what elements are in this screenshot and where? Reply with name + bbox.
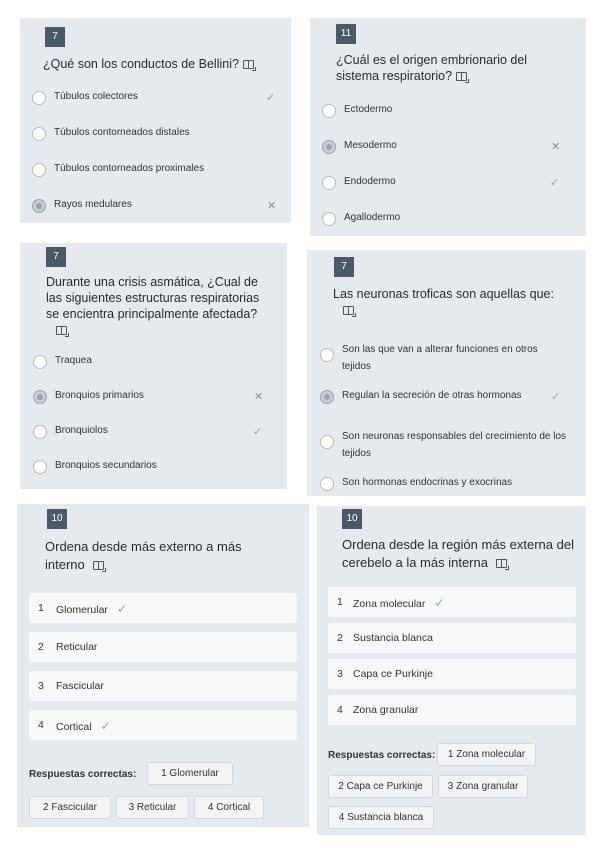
option[interactable]: Rayos medulares ✕	[32, 196, 282, 218]
question-badge: 11	[336, 24, 356, 44]
option[interactable]: Mesodermo ✕	[322, 137, 577, 159]
book-audio-icon[interactable]	[56, 326, 67, 335]
radio-button[interactable]	[33, 460, 47, 474]
draggable-item[interactable]: 1 Zona molecular ✓	[328, 587, 576, 617]
book-audio-icon[interactable]	[343, 306, 354, 315]
answer-chip: 4 Sustancia blanca	[328, 806, 434, 829]
question-badge: 7	[46, 247, 66, 267]
check-icon: ✓	[551, 391, 561, 403]
option[interactable]: Son las que van a alterar funciones en otros tejidos	[320, 345, 580, 367]
option[interactable]: Endodermo ✓	[322, 173, 577, 195]
option[interactable]: Agallodermo	[322, 209, 577, 231]
question-card-bellini	[20, 18, 291, 223]
draggable-item[interactable]: 4 Zona granular	[328, 695, 576, 725]
option[interactable]: Túbulos contorneados distales	[32, 124, 282, 146]
option[interactable]: Bronquios primarios ✕	[33, 387, 283, 409]
radio-button-selected[interactable]	[33, 390, 47, 404]
close-icon: ✕	[551, 141, 561, 153]
draggable-item[interactable]: 4 Cortical ✓	[29, 710, 297, 740]
question-card-trophic-neurons	[307, 250, 586, 496]
close-icon: ✕	[254, 391, 264, 403]
question-badge: 10	[47, 509, 67, 529]
radio-button[interactable]	[32, 91, 46, 105]
question-text: Durante una crisis asmática, ¿Cual de las siguientes estructuras respiratorias se encientra principalmente afectada?	[46, 274, 259, 338]
answer-chip: 4 Cortical	[194, 796, 264, 819]
check-icon: ✓	[266, 92, 276, 104]
close-icon: ✕	[267, 200, 277, 212]
ordering-card-cerebellum	[317, 506, 586, 835]
option[interactable]: Son neuronas responsables del crecimiento de los tejidos	[320, 432, 580, 454]
check-icon: ✓	[550, 177, 560, 189]
option[interactable]: Ectodermo	[322, 101, 577, 123]
question-text: ¿Cuál es el origen embrionario del sistema respiratorio?	[336, 53, 528, 83]
radio-button[interactable]	[322, 212, 336, 226]
answer-chip: 1 Zona molecular	[437, 743, 536, 766]
radio-button[interactable]	[320, 348, 334, 362]
draggable-item[interactable]: 2 Reticular	[29, 632, 297, 662]
radio-button[interactable]	[320, 477, 334, 491]
option[interactable]: Traquea	[33, 352, 283, 374]
question-text: Ordena desde la región más externa del cerebelo a la más interna	[342, 537, 574, 570]
draggable-item[interactable]: 1 Glomerular ✓	[29, 593, 297, 623]
book-audio-icon[interactable]	[93, 561, 104, 570]
question-card-asthma	[20, 243, 287, 489]
ordering-card-adrenal-cortex	[17, 504, 309, 827]
draggable-item[interactable]: 2 Sustancia blanca	[328, 623, 576, 653]
check-icon: ✓	[253, 426, 263, 438]
answer-chip: 3 Reticular	[116, 796, 189, 819]
option[interactable]: Son hormonas endocrinas y exocrinas	[320, 474, 580, 496]
check-icon: ✓	[116, 602, 127, 616]
question-text: Las neuronas troficas son aquellas que:	[333, 286, 554, 318]
radio-button[interactable]	[33, 425, 47, 439]
question-card-respiratory-origin	[310, 18, 586, 236]
answer-chip: 2 Fascicular	[29, 796, 111, 819]
question-text: ¿Qué son los conductos de Bellini?	[43, 56, 254, 72]
book-audio-icon[interactable]	[496, 559, 507, 568]
radio-button[interactable]	[32, 163, 46, 177]
question-badge: 10	[342, 509, 362, 529]
radio-button[interactable]	[322, 176, 336, 190]
option[interactable]: Bronquios secundarios	[33, 457, 283, 479]
radio-button-selected[interactable]	[322, 140, 336, 154]
correct-answers-label: Respuestas correctas:	[29, 769, 137, 780]
book-audio-icon[interactable]	[456, 72, 467, 81]
question-badge: 7	[45, 27, 65, 47]
radio-button[interactable]	[33, 355, 47, 369]
answer-chip: 1 Glomerular	[147, 762, 233, 785]
radio-button[interactable]	[32, 127, 46, 141]
answer-chip: 2 Capa ce Purkinje	[328, 775, 433, 798]
radio-button-selected[interactable]	[32, 199, 46, 213]
radio-button[interactable]	[322, 104, 336, 118]
correct-answers-label: Respuestas correctas:	[328, 750, 436, 761]
radio-button[interactable]	[320, 435, 334, 449]
answer-chip: 3 Zona granular	[438, 775, 528, 798]
option[interactable]: Túbulos colectores ✓	[32, 88, 282, 110]
check-icon: ✓	[434, 596, 445, 610]
draggable-item[interactable]: 3 Capa ce Purkinje	[328, 659, 576, 689]
check-icon: ✓	[100, 719, 111, 733]
option[interactable]: Bronquiolos ✓	[33, 422, 283, 444]
book-audio-icon[interactable]	[243, 60, 254, 69]
question-badge: 7	[334, 257, 354, 277]
option[interactable]: Regulan la secreción de otras hormonas ✓	[320, 387, 580, 409]
question-text: Ordena desde más externo a más interno	[45, 539, 242, 572]
option[interactable]: Túbulos contorneados proximales	[32, 160, 282, 182]
draggable-item[interactable]: 3 Fascicular	[29, 671, 297, 701]
radio-button-selected[interactable]	[320, 390, 334, 404]
